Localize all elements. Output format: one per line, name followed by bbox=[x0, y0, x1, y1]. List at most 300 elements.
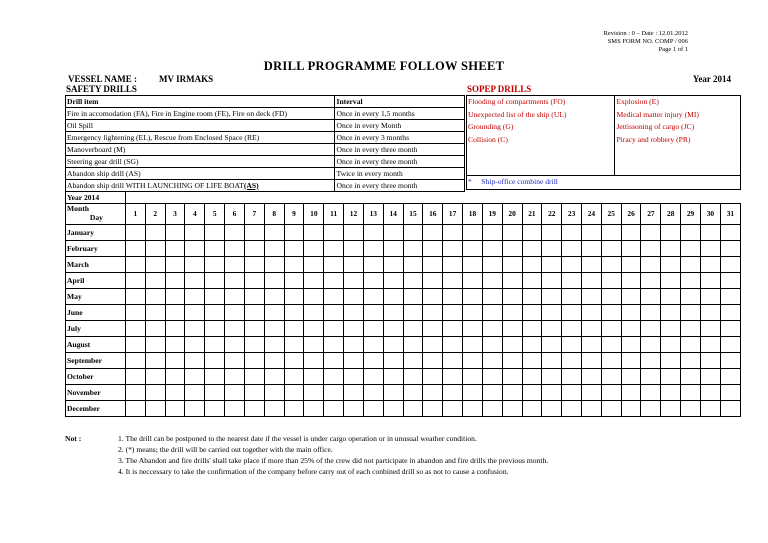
day-cell[interactable] bbox=[304, 401, 324, 417]
day-cell[interactable] bbox=[720, 273, 740, 289]
day-cell[interactable] bbox=[383, 305, 403, 321]
day-cell[interactable] bbox=[720, 321, 740, 337]
day-cell[interactable] bbox=[344, 369, 364, 385]
day-cell[interactable] bbox=[720, 401, 740, 417]
day-cell[interactable] bbox=[344, 241, 364, 257]
day-cell[interactable] bbox=[344, 401, 364, 417]
day-cell[interactable] bbox=[165, 321, 185, 337]
day-cell[interactable] bbox=[562, 353, 582, 369]
day-cell[interactable] bbox=[205, 401, 225, 417]
day-cell[interactable] bbox=[641, 353, 661, 369]
day-cell[interactable] bbox=[324, 321, 344, 337]
day-cell[interactable] bbox=[562, 385, 582, 401]
day-cell[interactable] bbox=[641, 337, 661, 353]
day-cell[interactable] bbox=[482, 353, 502, 369]
day-cell[interactable] bbox=[641, 385, 661, 401]
day-cell[interactable] bbox=[145, 385, 165, 401]
day-cell[interactable] bbox=[621, 353, 641, 369]
day-cell[interactable] bbox=[661, 305, 681, 321]
day-cell[interactable] bbox=[145, 401, 165, 417]
day-cell[interactable] bbox=[344, 257, 364, 273]
day-cell[interactable] bbox=[502, 273, 522, 289]
day-cell[interactable] bbox=[125, 273, 145, 289]
day-cell[interactable] bbox=[641, 225, 661, 241]
day-cell[interactable] bbox=[324, 369, 344, 385]
day-cell[interactable] bbox=[363, 257, 383, 273]
day-cell[interactable] bbox=[344, 305, 364, 321]
day-cell[interactable] bbox=[502, 225, 522, 241]
day-cell[interactable] bbox=[700, 241, 720, 257]
day-cell[interactable] bbox=[601, 305, 621, 321]
day-cell[interactable] bbox=[403, 385, 423, 401]
day-cell[interactable] bbox=[344, 385, 364, 401]
day-cell[interactable] bbox=[205, 305, 225, 321]
day-cell[interactable] bbox=[244, 321, 264, 337]
day-cell[interactable] bbox=[344, 321, 364, 337]
day-cell[interactable] bbox=[344, 273, 364, 289]
day-cell[interactable] bbox=[681, 225, 701, 241]
day-cell[interactable] bbox=[125, 385, 145, 401]
day-cell[interactable] bbox=[264, 225, 284, 241]
day-cell[interactable] bbox=[542, 225, 562, 241]
day-cell[interactable] bbox=[145, 241, 165, 257]
day-cell[interactable] bbox=[562, 305, 582, 321]
day-cell[interactable] bbox=[661, 337, 681, 353]
day-cell[interactable] bbox=[502, 337, 522, 353]
day-cell[interactable] bbox=[582, 273, 602, 289]
day-cell[interactable] bbox=[225, 337, 245, 353]
day-cell[interactable] bbox=[502, 385, 522, 401]
day-cell[interactable] bbox=[681, 289, 701, 305]
day-cell[interactable] bbox=[700, 337, 720, 353]
day-cell[interactable] bbox=[284, 369, 304, 385]
day-cell[interactable] bbox=[225, 385, 245, 401]
day-cell[interactable] bbox=[562, 225, 582, 241]
day-cell[interactable] bbox=[542, 353, 562, 369]
day-cell[interactable] bbox=[582, 353, 602, 369]
day-cell[interactable] bbox=[225, 305, 245, 321]
day-cell[interactable] bbox=[363, 385, 383, 401]
day-cell[interactable] bbox=[125, 369, 145, 385]
day-cell[interactable] bbox=[304, 225, 324, 241]
day-cell[interactable] bbox=[304, 385, 324, 401]
day-cell[interactable] bbox=[621, 369, 641, 385]
day-cell[interactable] bbox=[562, 257, 582, 273]
day-cell[interactable] bbox=[601, 257, 621, 273]
day-cell[interactable] bbox=[244, 337, 264, 353]
day-cell[interactable] bbox=[542, 337, 562, 353]
day-cell[interactable] bbox=[720, 385, 740, 401]
day-cell[interactable] bbox=[304, 337, 324, 353]
day-cell[interactable] bbox=[205, 353, 225, 369]
day-cell[interactable] bbox=[700, 385, 720, 401]
day-cell[interactable] bbox=[383, 369, 403, 385]
day-cell[interactable] bbox=[165, 241, 185, 257]
day-cell[interactable] bbox=[363, 225, 383, 241]
day-cell[interactable] bbox=[621, 305, 641, 321]
day-cell[interactable] bbox=[582, 385, 602, 401]
day-cell[interactable] bbox=[463, 257, 483, 273]
day-cell[interactable] bbox=[165, 225, 185, 241]
day-cell[interactable] bbox=[601, 401, 621, 417]
day-cell[interactable] bbox=[443, 337, 463, 353]
day-cell[interactable] bbox=[363, 321, 383, 337]
day-cell[interactable] bbox=[482, 369, 502, 385]
day-cell[interactable] bbox=[264, 241, 284, 257]
day-cell[interactable] bbox=[264, 289, 284, 305]
day-cell[interactable] bbox=[264, 321, 284, 337]
day-cell[interactable] bbox=[165, 305, 185, 321]
day-cell[interactable] bbox=[284, 353, 304, 369]
day-cell[interactable] bbox=[284, 289, 304, 305]
day-cell[interactable] bbox=[661, 289, 681, 305]
day-cell[interactable] bbox=[542, 289, 562, 305]
day-cell[interactable] bbox=[383, 321, 403, 337]
day-cell[interactable] bbox=[621, 337, 641, 353]
day-cell[interactable] bbox=[403, 369, 423, 385]
day-cell[interactable] bbox=[463, 241, 483, 257]
day-cell[interactable] bbox=[423, 385, 443, 401]
day-cell[interactable] bbox=[363, 305, 383, 321]
day-cell[interactable] bbox=[383, 225, 403, 241]
day-cell[interactable] bbox=[661, 225, 681, 241]
day-cell[interactable] bbox=[284, 241, 304, 257]
day-cell[interactable] bbox=[681, 353, 701, 369]
day-cell[interactable] bbox=[304, 353, 324, 369]
day-cell[interactable] bbox=[582, 401, 602, 417]
day-cell[interactable] bbox=[205, 385, 225, 401]
day-cell[interactable] bbox=[522, 273, 542, 289]
day-cell[interactable] bbox=[621, 241, 641, 257]
day-cell[interactable] bbox=[185, 401, 205, 417]
day-cell[interactable] bbox=[443, 225, 463, 241]
day-cell[interactable] bbox=[383, 289, 403, 305]
day-cell[interactable] bbox=[205, 337, 225, 353]
day-cell[interactable] bbox=[324, 225, 344, 241]
day-cell[interactable] bbox=[502, 369, 522, 385]
day-cell[interactable] bbox=[720, 305, 740, 321]
day-cell[interactable] bbox=[601, 337, 621, 353]
day-cell[interactable] bbox=[621, 289, 641, 305]
day-cell[interactable] bbox=[324, 353, 344, 369]
day-cell[interactable] bbox=[284, 337, 304, 353]
day-cell[interactable] bbox=[403, 305, 423, 321]
day-cell[interactable] bbox=[363, 241, 383, 257]
day-cell[interactable] bbox=[225, 273, 245, 289]
day-cell[interactable] bbox=[225, 257, 245, 273]
day-cell[interactable] bbox=[542, 273, 562, 289]
day-cell[interactable] bbox=[225, 401, 245, 417]
day-cell[interactable] bbox=[720, 241, 740, 257]
day-cell[interactable] bbox=[264, 337, 284, 353]
day-cell[interactable] bbox=[562, 273, 582, 289]
day-cell[interactable] bbox=[522, 257, 542, 273]
day-cell[interactable] bbox=[403, 321, 423, 337]
day-cell[interactable] bbox=[304, 321, 324, 337]
day-cell[interactable] bbox=[244, 353, 264, 369]
day-cell[interactable] bbox=[165, 353, 185, 369]
day-cell[interactable] bbox=[165, 257, 185, 273]
day-cell[interactable] bbox=[145, 321, 165, 337]
day-cell[interactable] bbox=[641, 305, 661, 321]
day-cell[interactable] bbox=[720, 257, 740, 273]
day-cell[interactable] bbox=[641, 241, 661, 257]
day-cell[interactable] bbox=[244, 385, 264, 401]
day-cell[interactable] bbox=[284, 225, 304, 241]
day-cell[interactable] bbox=[185, 289, 205, 305]
day-cell[interactable] bbox=[324, 241, 344, 257]
day-cell[interactable] bbox=[661, 257, 681, 273]
day-cell[interactable] bbox=[443, 257, 463, 273]
day-cell[interactable] bbox=[205, 257, 225, 273]
day-cell[interactable] bbox=[542, 401, 562, 417]
day-cell[interactable] bbox=[363, 337, 383, 353]
day-cell[interactable] bbox=[363, 289, 383, 305]
day-cell[interactable] bbox=[582, 337, 602, 353]
day-cell[interactable] bbox=[125, 337, 145, 353]
day-cell[interactable] bbox=[185, 305, 205, 321]
day-cell[interactable] bbox=[720, 289, 740, 305]
day-cell[interactable] bbox=[582, 289, 602, 305]
day-cell[interactable] bbox=[463, 321, 483, 337]
day-cell[interactable] bbox=[304, 305, 324, 321]
day-cell[interactable] bbox=[443, 401, 463, 417]
day-cell[interactable] bbox=[324, 385, 344, 401]
day-cell[interactable] bbox=[661, 241, 681, 257]
day-cell[interactable] bbox=[244, 369, 264, 385]
day-cell[interactable] bbox=[165, 385, 185, 401]
day-cell[interactable] bbox=[700, 289, 720, 305]
day-cell[interactable] bbox=[423, 353, 443, 369]
day-cell[interactable] bbox=[443, 321, 463, 337]
day-cell[interactable] bbox=[601, 289, 621, 305]
day-cell[interactable] bbox=[582, 241, 602, 257]
day-cell[interactable] bbox=[700, 401, 720, 417]
day-cell[interactable] bbox=[423, 321, 443, 337]
day-cell[interactable] bbox=[641, 369, 661, 385]
day-cell[interactable] bbox=[304, 257, 324, 273]
day-cell[interactable] bbox=[165, 289, 185, 305]
day-cell[interactable] bbox=[284, 257, 304, 273]
day-cell[interactable] bbox=[641, 321, 661, 337]
day-cell[interactable] bbox=[165, 337, 185, 353]
day-cell[interactable] bbox=[125, 305, 145, 321]
day-cell[interactable] bbox=[681, 305, 701, 321]
day-cell[interactable] bbox=[125, 225, 145, 241]
day-cell[interactable] bbox=[225, 369, 245, 385]
day-cell[interactable] bbox=[324, 273, 344, 289]
day-cell[interactable] bbox=[324, 401, 344, 417]
day-cell[interactable] bbox=[344, 353, 364, 369]
day-cell[interactable] bbox=[502, 241, 522, 257]
day-cell[interactable] bbox=[542, 257, 562, 273]
day-cell[interactable] bbox=[225, 289, 245, 305]
day-cell[interactable] bbox=[661, 385, 681, 401]
day-cell[interactable] bbox=[562, 401, 582, 417]
day-cell[interactable] bbox=[225, 321, 245, 337]
day-cell[interactable] bbox=[720, 337, 740, 353]
day-cell[interactable] bbox=[700, 353, 720, 369]
day-cell[interactable] bbox=[443, 385, 463, 401]
day-cell[interactable] bbox=[383, 241, 403, 257]
day-cell[interactable] bbox=[463, 385, 483, 401]
day-cell[interactable] bbox=[423, 369, 443, 385]
day-cell[interactable] bbox=[681, 257, 701, 273]
day-cell[interactable] bbox=[621, 321, 641, 337]
day-cell[interactable] bbox=[562, 289, 582, 305]
day-cell[interactable] bbox=[700, 369, 720, 385]
day-cell[interactable] bbox=[244, 241, 264, 257]
day-cell[interactable] bbox=[601, 353, 621, 369]
day-cell[interactable] bbox=[363, 273, 383, 289]
day-cell[interactable] bbox=[344, 289, 364, 305]
day-cell[interactable] bbox=[125, 401, 145, 417]
day-cell[interactable] bbox=[463, 305, 483, 321]
day-cell[interactable] bbox=[264, 353, 284, 369]
day-cell[interactable] bbox=[522, 241, 542, 257]
day-cell[interactable] bbox=[185, 337, 205, 353]
day-cell[interactable] bbox=[542, 321, 562, 337]
day-cell[interactable] bbox=[145, 369, 165, 385]
day-cell[interactable] bbox=[284, 401, 304, 417]
day-cell[interactable] bbox=[463, 353, 483, 369]
day-cell[interactable] bbox=[443, 273, 463, 289]
day-cell[interactable] bbox=[165, 369, 185, 385]
day-cell[interactable] bbox=[284, 321, 304, 337]
day-cell[interactable] bbox=[482, 241, 502, 257]
day-cell[interactable] bbox=[185, 273, 205, 289]
day-cell[interactable] bbox=[641, 257, 661, 273]
day-cell[interactable] bbox=[423, 401, 443, 417]
day-cell[interactable] bbox=[482, 401, 502, 417]
day-cell[interactable] bbox=[621, 257, 641, 273]
day-cell[interactable] bbox=[284, 385, 304, 401]
day-cell[interactable] bbox=[185, 257, 205, 273]
day-cell[interactable] bbox=[324, 289, 344, 305]
day-cell[interactable] bbox=[244, 273, 264, 289]
day-cell[interactable] bbox=[145, 305, 165, 321]
day-cell[interactable] bbox=[403, 353, 423, 369]
day-cell[interactable] bbox=[720, 369, 740, 385]
day-cell[interactable] bbox=[463, 289, 483, 305]
day-cell[interactable] bbox=[145, 289, 165, 305]
day-cell[interactable] bbox=[621, 385, 641, 401]
day-cell[interactable] bbox=[145, 225, 165, 241]
day-cell[interactable] bbox=[463, 273, 483, 289]
day-cell[interactable] bbox=[661, 401, 681, 417]
day-cell[interactable] bbox=[145, 257, 165, 273]
day-cell[interactable] bbox=[125, 241, 145, 257]
day-cell[interactable] bbox=[463, 401, 483, 417]
day-cell[interactable] bbox=[284, 305, 304, 321]
day-cell[interactable] bbox=[165, 273, 185, 289]
day-cell[interactable] bbox=[542, 305, 562, 321]
day-cell[interactable] bbox=[225, 353, 245, 369]
day-cell[interactable] bbox=[502, 289, 522, 305]
day-cell[interactable] bbox=[264, 401, 284, 417]
day-cell[interactable] bbox=[522, 369, 542, 385]
day-cell[interactable] bbox=[264, 305, 284, 321]
day-cell[interactable] bbox=[383, 273, 403, 289]
day-cell[interactable] bbox=[383, 385, 403, 401]
day-cell[interactable] bbox=[681, 401, 701, 417]
day-cell[interactable] bbox=[641, 401, 661, 417]
day-cell[interactable] bbox=[522, 225, 542, 241]
day-cell[interactable] bbox=[403, 225, 423, 241]
day-cell[interactable] bbox=[264, 385, 284, 401]
day-cell[interactable] bbox=[205, 289, 225, 305]
day-cell[interactable] bbox=[363, 353, 383, 369]
day-cell[interactable] bbox=[125, 257, 145, 273]
day-cell[interactable] bbox=[185, 321, 205, 337]
day-cell[interactable] bbox=[185, 241, 205, 257]
day-cell[interactable] bbox=[363, 401, 383, 417]
day-cell[interactable] bbox=[601, 385, 621, 401]
day-cell[interactable] bbox=[244, 401, 264, 417]
day-cell[interactable] bbox=[621, 273, 641, 289]
day-cell[interactable] bbox=[463, 337, 483, 353]
day-cell[interactable] bbox=[522, 401, 542, 417]
day-cell[interactable] bbox=[641, 273, 661, 289]
day-cell[interactable] bbox=[264, 257, 284, 273]
day-cell[interactable] bbox=[463, 225, 483, 241]
day-cell[interactable] bbox=[244, 289, 264, 305]
day-cell[interactable] bbox=[403, 241, 423, 257]
day-cell[interactable] bbox=[661, 273, 681, 289]
day-cell[interactable] bbox=[423, 337, 443, 353]
day-cell[interactable] bbox=[443, 353, 463, 369]
day-cell[interactable] bbox=[244, 257, 264, 273]
day-cell[interactable] bbox=[522, 305, 542, 321]
day-cell[interactable] bbox=[681, 321, 701, 337]
day-cell[interactable] bbox=[582, 225, 602, 241]
day-cell[interactable] bbox=[502, 353, 522, 369]
day-cell[interactable] bbox=[502, 321, 522, 337]
day-cell[interactable] bbox=[482, 321, 502, 337]
day-cell[interactable] bbox=[582, 369, 602, 385]
day-cell[interactable] bbox=[244, 305, 264, 321]
day-cell[interactable] bbox=[502, 257, 522, 273]
day-cell[interactable] bbox=[482, 337, 502, 353]
day-cell[interactable] bbox=[621, 225, 641, 241]
day-cell[interactable] bbox=[582, 321, 602, 337]
day-cell[interactable] bbox=[502, 305, 522, 321]
day-cell[interactable] bbox=[403, 401, 423, 417]
day-cell[interactable] bbox=[562, 337, 582, 353]
day-cell[interactable] bbox=[601, 241, 621, 257]
day-cell[interactable] bbox=[502, 401, 522, 417]
day-cell[interactable] bbox=[125, 353, 145, 369]
day-cell[interactable] bbox=[205, 241, 225, 257]
day-cell[interactable] bbox=[443, 289, 463, 305]
day-cell[interactable] bbox=[443, 369, 463, 385]
day-cell[interactable] bbox=[205, 321, 225, 337]
day-cell[interactable] bbox=[304, 241, 324, 257]
day-cell[interactable] bbox=[641, 289, 661, 305]
day-cell[interactable] bbox=[363, 369, 383, 385]
day-cell[interactable] bbox=[621, 401, 641, 417]
day-cell[interactable] bbox=[562, 321, 582, 337]
day-cell[interactable] bbox=[185, 353, 205, 369]
day-cell[interactable] bbox=[423, 305, 443, 321]
day-cell[interactable] bbox=[681, 273, 701, 289]
day-cell[interactable] bbox=[482, 305, 502, 321]
day-cell[interactable] bbox=[125, 289, 145, 305]
day-cell[interactable] bbox=[700, 321, 720, 337]
day-cell[interactable] bbox=[423, 273, 443, 289]
day-cell[interactable] bbox=[582, 257, 602, 273]
day-cell[interactable] bbox=[720, 353, 740, 369]
